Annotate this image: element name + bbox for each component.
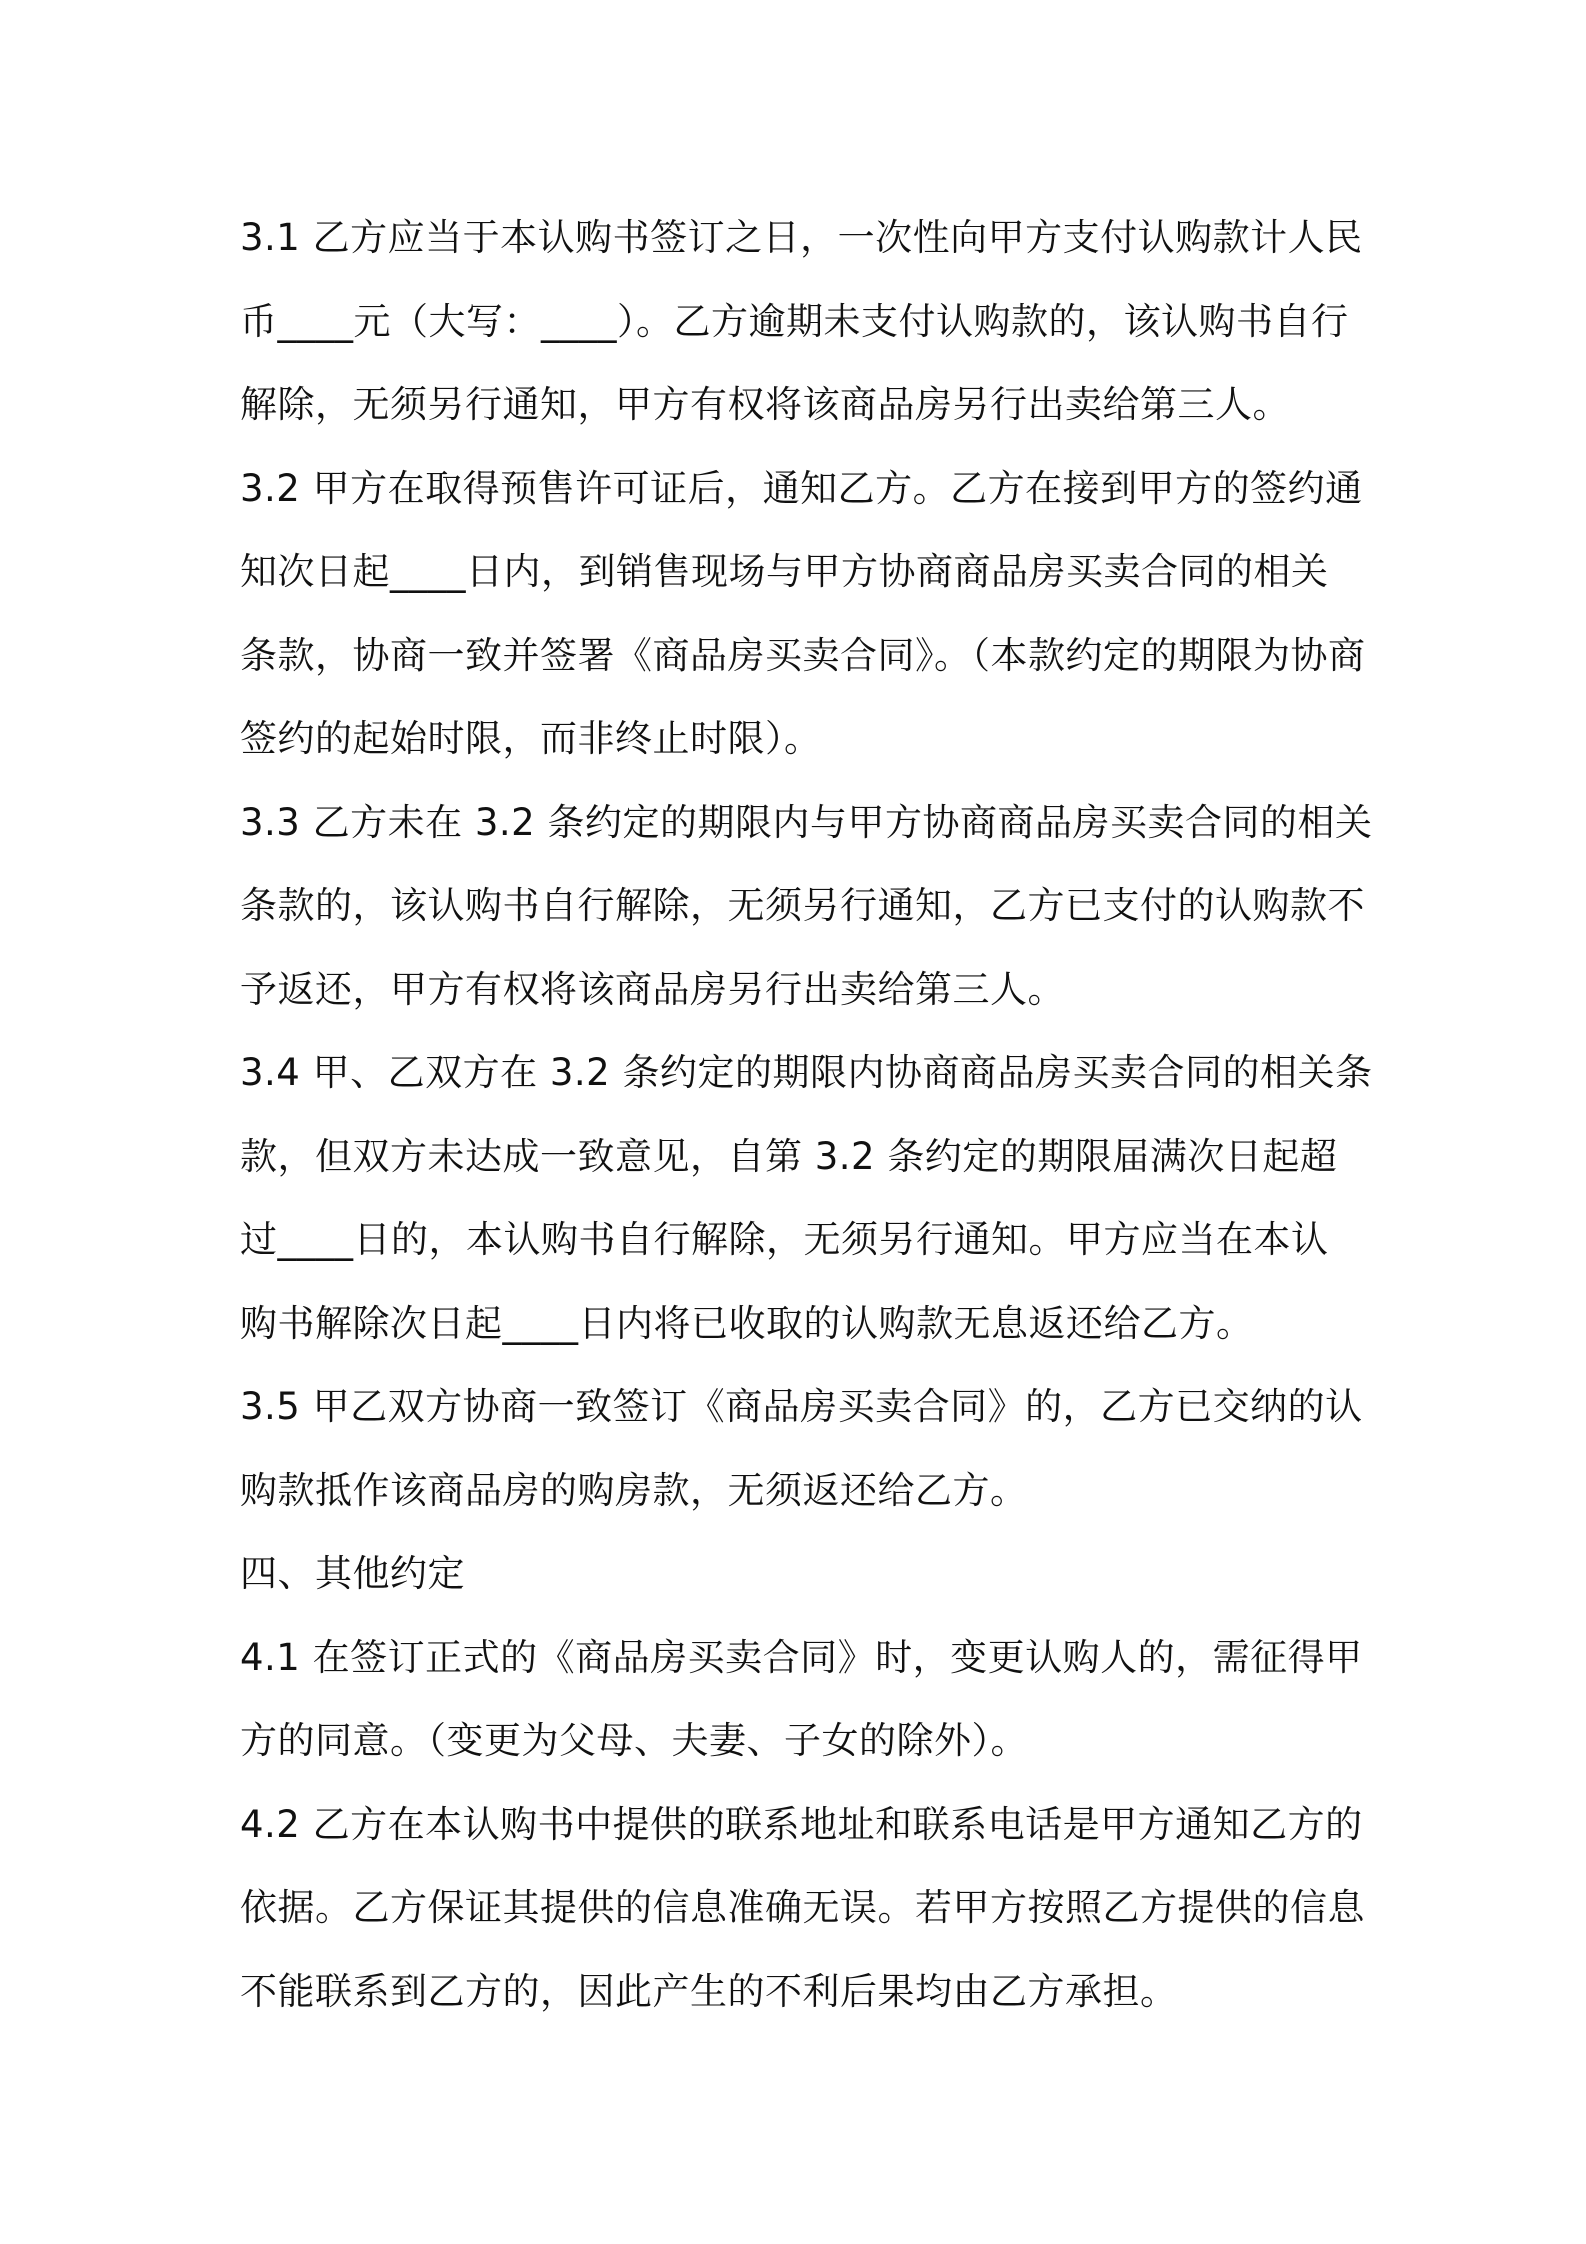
text-line: 4.2 乙方在本认购书中提供的联系地址和联系电话是甲方通知乙方的: [240, 1802, 1363, 1846]
text-line: 知次日起____日内，到销售现场与甲方协商商品房买卖合同的相关: [240, 550, 1329, 593]
text-line: 过____日的，本认购书自行解除，无须另行通知。甲方应当在本认: [240, 1218, 1329, 1261]
text-line: 3.3 乙方未在 3.2 条约定的期限内与甲方协商商品房买卖合同的相关: [240, 800, 1373, 844]
document-body: [240, 196, 1373, 2033]
text-line: 条款，协商一致并签署《商品房买卖合同》。（本款约定的期限为协商: [240, 633, 1366, 677]
text-line: 依据。乙方保证其提供的信息准确无误。若甲方按照乙方提供的信息: [240, 1886, 1365, 1929]
text-line: 3.5 甲乙双方协商一致签订《商品房买卖合同》的，乙方已交纳的认: [240, 1385, 1363, 1428]
text-line: 4.1 在签订正式的《商品房买卖合同》时，变更认购人的，需征得甲: [240, 1635, 1363, 1679]
text-line: 条款的，该认购书自行解除，无须另行通知，乙方已支付的认购款不: [240, 884, 1365, 927]
text-line: 不能联系到乙方的，因此产生的不利后果均由乙方承担。: [240, 1969, 1178, 2013]
text-line: 购款抵作该商品房的购房款，无须返还给乙方。: [240, 1468, 1028, 1512]
text-line: 签约的起始时限，而非终止时限）。: [240, 717, 822, 760]
text-line: 3.2 甲方在取得预售许可证后，通知乙方。乙方在接到甲方的签约通: [240, 466, 1363, 510]
text-line: 购书解除次日起____日内将已收取的认购款无息返还给乙方。: [240, 1301, 1254, 1345]
text-line: 3.4 甲、乙双方在 3.2 条约定的期限内协商商品房买卖合同的相关条: [240, 1051, 1373, 1094]
text-line: 方的同意。（变更为父母、夫妻、子女的除外）。: [240, 1719, 1028, 1762]
section-heading: 四、其他约定: [240, 1552, 465, 1595]
text-line: 3.1 乙方应当于本认购书签订之日，一次性向甲方支付认购款计人民: [240, 216, 1363, 259]
text-line: 币____元（大写：____）。乙方逾期未支付认购款的，该认购书自行: [240, 299, 1349, 343]
text-line: 款，但双方未达成一致意见，自第 3.2 条约定的期限届满次日起超: [240, 1134, 1338, 1178]
text-line: 解除，无须另行通知，甲方有权将该商品房另行出卖给第三人。: [240, 383, 1290, 426]
text-line: 予返还，甲方有权将该商品房另行出卖给第三人。: [240, 967, 1065, 1011]
